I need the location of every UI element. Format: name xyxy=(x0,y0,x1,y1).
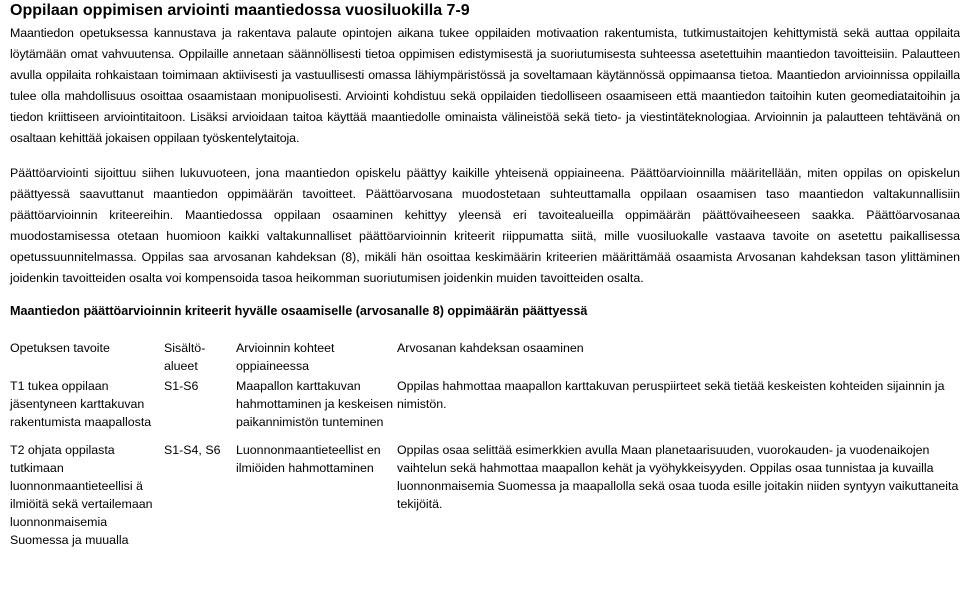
intro-paragraph: Maantiedon opetuksessa kannustava ja rakentava palaute opintojen aikana tukee oppilaiden motivaation rakentumista, tutkimustaitojen kehittymistä sekä auttaa oppilaita löytämään omat vahvuutensa. Oppilaille annetaan säännöllisesti tietoa oppimisen edistymisestä ja suoriutumisesta suhteessa asetettuihin maantiedon tavoitteisiin. Palautteen avulla oppilaita rohkaistaan toimimaan aktiivisesti ja vastuullisesti omassa lähiympäristössä ja soveltamaan käytännössä oppimaansa tietoa. Maantiedon arvioinnissa oppilailla tulee olla mahdollisuus osoittaa osaamistaan monipuolisesti. Arviointi kohdistuu sekä oppilaiden tiedolliseen osaamiseen että maantiedon taitoihin kuten geomediataitoihin ja tiedon kriittiseen arviointitaitoon. Lisäksi arvioidaan taitoa käyttää maantiedolle ominaista välineistöä sekä tieto- ja viestintäteknologiaa. Arvioinnin ja palautteen tehtävänä on osaltaan kehittää jokaisen oppilaan työskentelytaitoja. xyxy=(10,26,960,145)
grade8-cell: Oppilas hahmottaa maapallon karttakuvan peruspiirteet sekä tietää keskeisten kohteiden sijainnin ja nimistön. xyxy=(397,379,945,411)
goal-cell: T1 tukea oppilaan jäsentyneen karttakuvan rakentumista maapallosta xyxy=(10,379,152,429)
header-grade8: Arvosanan kahdeksan osaaminen xyxy=(397,341,584,355)
target-cell: Luonnonmaantieteellist en ilmiöiden hahmottaminen xyxy=(236,443,381,475)
page-title: Oppilaan oppimisen arviointi maantiedossa vuosiluokilla 7-9 xyxy=(10,2,470,19)
final-assessment-paragraph: Päättöarviointi sijoittuu siihen lukuvuoteen, jona maantiedon opiskelu päättyy kaikille yhteisenä oppiaineena. Päättöarvioinnilla määritellään, miten oppilas on opiskelun päättyessä saavuttanut maantiedon oppimäärän tavoitteet. Päättöarvosana muodostetaan suhteuttamalla oppilaan osaamisen taso maantiedon valtakunnallisiin päättöarvioinnin kriteereihin. Maantiedossa oppilaan osaaminen kehittyy yleensä eri tavoitealueilla oppimäärän päättövaiheeseen saakka. Päättöarvosanaa muodostamisessa otetaan huomioon kaikki valtakunnalliset päättöarvioinnin kriteerit riippumatta siitä, mille vuosiluokalle vastaava tavoite on asetettu paikallisessa opetussuunnitelmassa. Oppilas saa arvosanan kahdeksan (8), mikäli hän osoittaa keskimäärin kriteerien määrittämää osaamista Arvosanan kahdeksan tason ylittäminen joidenkin tavoitteiden osalta voi kompensoida tasoa heikomman suoriutumisen joidenkin muiden tavoitteiden osalta. xyxy=(10,166,960,285)
content-cell: S1-S6 xyxy=(164,379,199,393)
header-goal: Opetuksen tavoite xyxy=(10,341,110,355)
target-cell: Maapallon karttakuvan hahmottaminen ja keskeisen paikannimistön tunteminen xyxy=(236,379,394,429)
header-content-areas: Sisältö-alueet xyxy=(164,341,206,373)
content-cell: S1-S4, S6 xyxy=(164,443,221,457)
criteria-subheading: Maantiedon päättöarvioinnin kriteerit hyvälle osaamiselle (arvosanalle 8) oppimäärän päättyessä xyxy=(10,304,588,318)
table-row xyxy=(0,441,960,549)
table-header-row xyxy=(0,339,960,377)
criteria-table xyxy=(0,339,960,549)
grade8-cell: Oppilas osaa selittää esimerkkien avulla Maan planetaarisuuden, vuorokauden- ja vuodenaikojen vaihtelun sekä hahmottaa maapallon kehät ja vyöhykkeisyyden. Oppilas osaa tunnistaa ja kuvailla luonnonmaisemia Suomessa ja maapallolla sekä osaa tuoda esille joitakin niiden syntyyn vaikuttaneita tekijöitä. xyxy=(397,443,959,511)
goal-cell: T2 ohjata oppilasta tutkimaan luonnonmaantieteellisi ä ilmiöitä sekä vertailemaan luonnonmaisemia Suomessa ja muualla xyxy=(10,443,153,547)
header-assessment-targets: Arvioinnin kohteet oppiaineessa xyxy=(236,341,335,373)
table-row xyxy=(0,377,960,441)
